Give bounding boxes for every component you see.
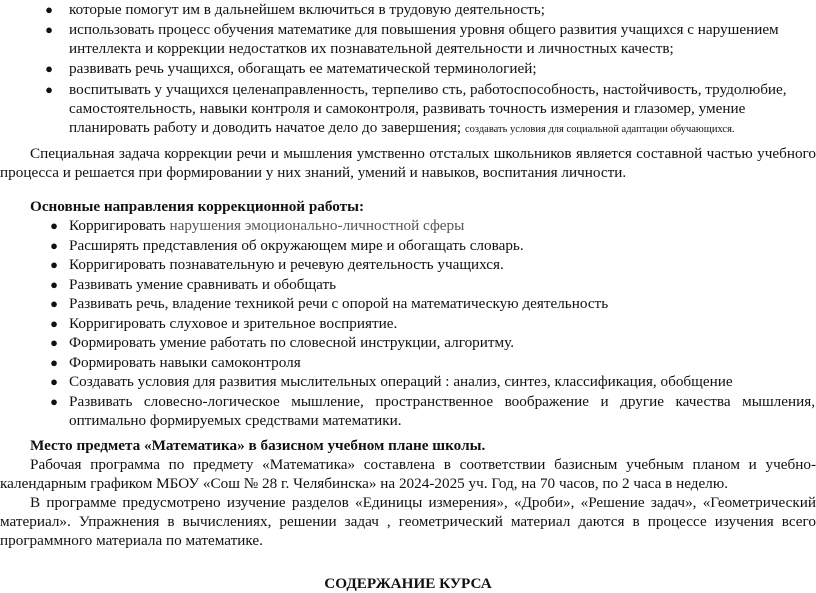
bullet-icon: ●	[45, 61, 53, 76]
list-item-text: Создавать условия для развития мыслительных операций : анализ, синтез, классификация, обобщение	[69, 373, 733, 390]
list-item-text: Формировать навыки самоконтроля	[69, 353, 301, 371]
list-item-text: воспитывать у учащихся целенаправленность, терпеливо сть, работоспособность, настойчивость, трудолюбие, самостоятельность, навыки контроля и самоконтроля, развивать точность измерения и глазомер, умение планировать работу и доводить начатое дело до завершения;	[69, 81, 787, 136]
list-item	[47, 353, 815, 372]
list-item-text: развивать речь учащихся, обогащать ее математической терминологией;	[69, 60, 537, 77]
bullet-icon: ●	[45, 22, 53, 37]
list-item-text-gray: нарушения эмоционально-личностной сферы	[169, 217, 465, 234]
list-item	[47, 314, 815, 333]
list-item-text: Развивать умение сравнивать и обобщать	[69, 275, 337, 293]
list-item	[47, 255, 815, 274]
bullet-icon: ●	[45, 2, 53, 17]
list-item-text: Расширять представления об окружающем мире и обогащать словарь.	[69, 236, 524, 254]
place-paragraph-2: В программе предусмотрено изучение разделов «Единицы измерения», «Дроби», «Решение задач», «Геометрический материал». Упражнения в вычислениях, решении задач , геометрический материал даются в процессе изучения всего программного материала по математике.	[0, 494, 816, 549]
list-item-text: Корригировать	[69, 217, 170, 234]
list-item-text: Развивать речь, владение техникой речи с опорой на математическую деятельность	[69, 295, 609, 312]
directions-list	[47, 216, 815, 430]
directions-heading: Основные направления коррекционной работы:	[30, 198, 365, 215]
list-item	[47, 372, 815, 391]
bullet-icon: ●	[50, 374, 58, 389]
bullet-icon: ●	[50, 237, 58, 253]
special-task-paragraph: Специальная задача коррекции речи и мышления умственно отсталых школьников является составной частью учебного процесса и решается при формировании у них знаний, умений и навыков, воспитания личности.	[0, 145, 816, 181]
content-title: СОДЕРЖАНИЕ КУРСА	[324, 575, 492, 592]
list-item	[42, 59, 812, 78]
list-item	[47, 392, 815, 430]
bullet-icon: ●	[50, 296, 58, 311]
list-item	[47, 216, 815, 235]
bullet-icon: ●	[50, 393, 58, 409]
list-item	[42, 80, 812, 139]
list-item	[47, 333, 815, 352]
bullet-icon: ●	[50, 335, 58, 350]
list-item-text: Корригировать познавательную и речевую деятельность учащихся.	[69, 256, 504, 273]
list-item	[47, 275, 815, 294]
list-item-text: использовать процесс обучения математике для повышения уровня общего развития учащихся с нарушением интеллекта и коррекции недостатков их познавательной деятельности и личностных качеств;	[69, 21, 779, 57]
list-item-text: Корригировать слуховое и зрительное восприятие.	[69, 314, 398, 332]
bullet-icon: ●	[50, 354, 58, 370]
list-item	[42, 20, 812, 58]
list-item	[47, 236, 815, 255]
list-item-small-text: создавать условия для социальной адаптации обучающихся.	[464, 124, 735, 135]
goals-list	[42, 0, 812, 139]
list-item-text: Формировать умение работать по словесной инструкции, алгоритму.	[69, 334, 515, 351]
list-item	[42, 0, 812, 19]
bullet-icon: ●	[50, 257, 58, 272]
list-item-text: которые помогут им в дальнейшем включиться в трудовую деятельность;	[69, 1, 545, 18]
bullet-icon: ●	[50, 218, 58, 233]
bullet-icon: ●	[50, 315, 58, 331]
place-paragraph-1: Рабочая программа по предмету «Математика» составлена в соответствии базисным учебным планом и учебно-календарным графиком МБОУ «Сош № 28 г. Челябинска» на 2024-2025 уч. Год, на 70 часов, по 2 часа в неделю.	[0, 456, 816, 492]
place-heading: Место предмета «Математика» в базисном учебном плане школы.	[30, 437, 486, 454]
bullet-icon: ●	[50, 276, 58, 292]
bullet-icon: ●	[45, 82, 53, 97]
list-item	[47, 294, 815, 313]
list-item-text: Развивать словесно-логическое мышление, пространственное воображение и другие качества мышления, оптимально формируемых средствами математики.	[69, 392, 815, 429]
